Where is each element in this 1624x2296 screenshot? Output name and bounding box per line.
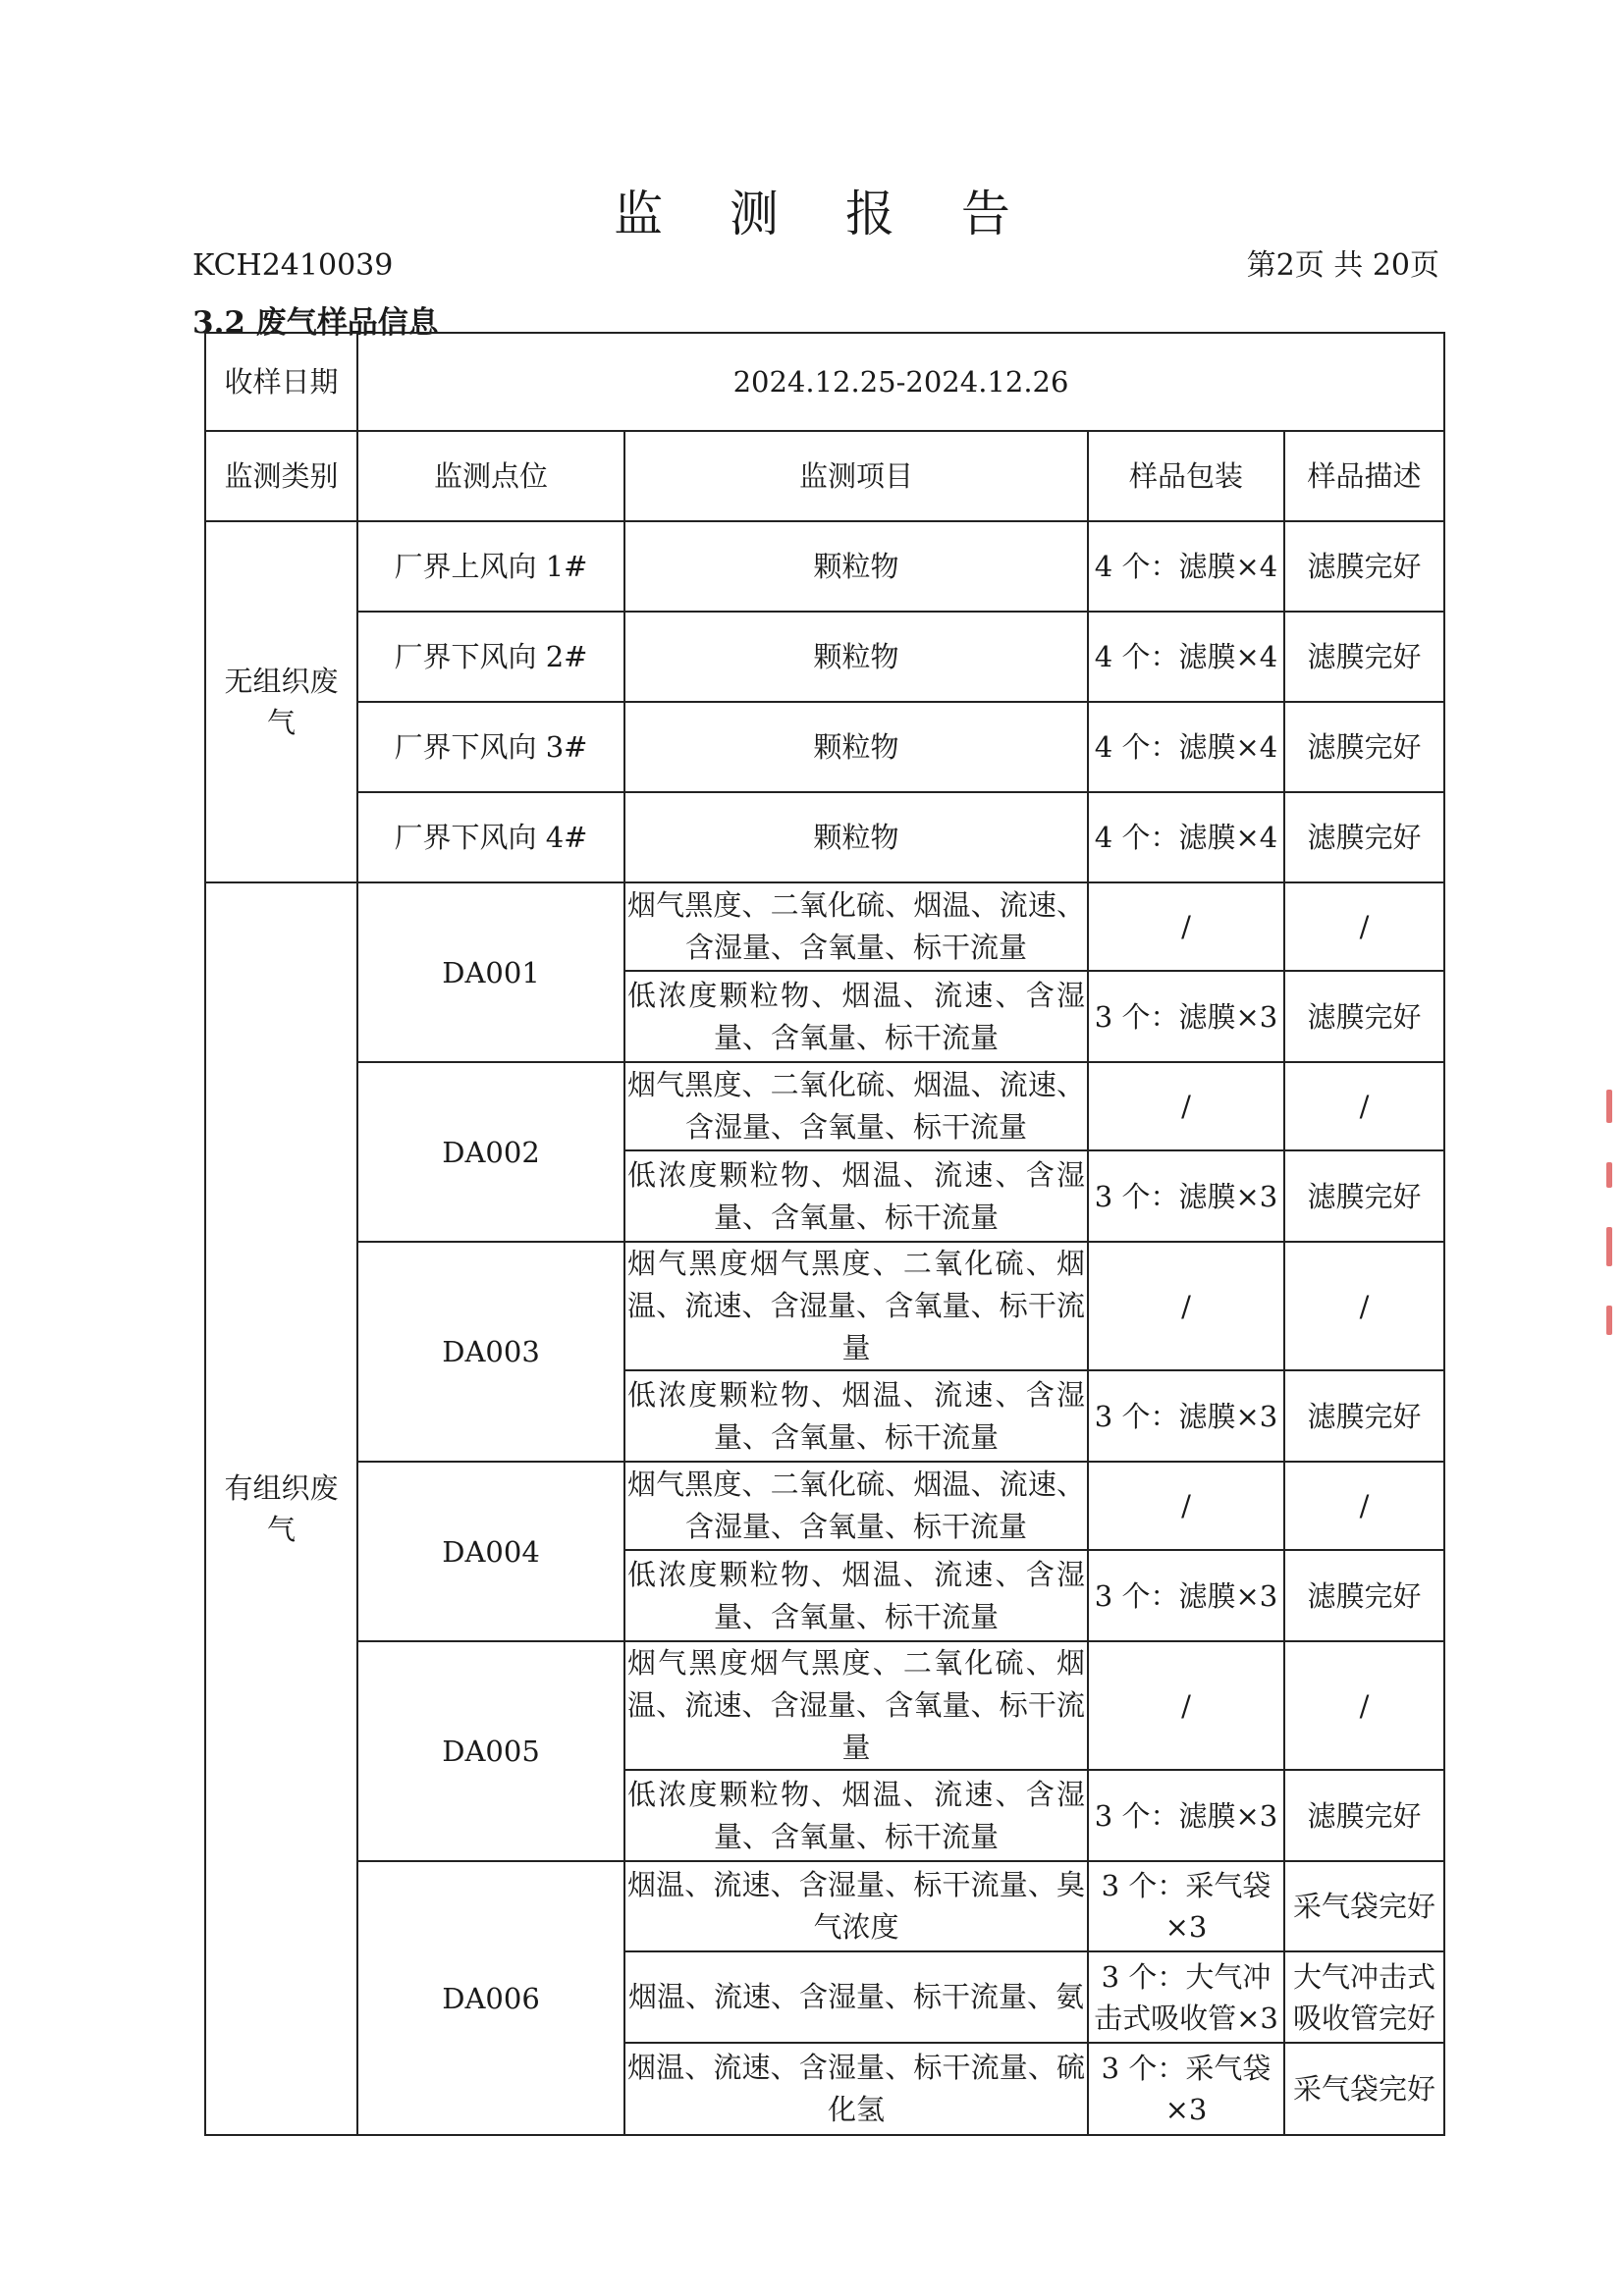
header-description: 样品描述 — [1284, 431, 1444, 521]
description-cell: 滤膜完好 — [1284, 521, 1444, 612]
category-cell: 有组织废气 — [205, 882, 357, 2135]
point-cell: DA004 — [357, 1462, 624, 1641]
description-cell: 滤膜完好 — [1284, 702, 1444, 792]
item-cell: 低浓度颗粒物、烟温、流速、含湿量、含氧量、标干流量 — [624, 1150, 1088, 1242]
description-cell: / — [1284, 882, 1444, 971]
packaging-cell: 3 个：大气冲击式吸收管×3 — [1088, 1951, 1284, 2043]
description-cell: 滤膜完好 — [1284, 971, 1444, 1062]
point-cell: DA005 — [357, 1641, 624, 1861]
point-cell: DA006 — [357, 1861, 624, 2135]
packaging-cell: / — [1088, 1641, 1284, 1770]
table-row — [205, 882, 1444, 971]
report-number: KCH2410039 — [192, 248, 394, 283]
description-cell: 滤膜完好 — [1284, 612, 1444, 702]
item-cell: 颗粒物 — [624, 612, 1088, 702]
category-cell: 无组织废气 — [205, 521, 357, 882]
table-row — [205, 792, 1444, 882]
packaging-cell: 3 个：滤膜×3 — [1088, 971, 1284, 1062]
description-cell: / — [1284, 1242, 1444, 1370]
packaging-cell: 4 个：滤膜×4 — [1088, 612, 1284, 702]
packaging-cell: 3 个：滤膜×3 — [1088, 1370, 1284, 1462]
point-cell: 厂界上风向 1# — [357, 521, 624, 612]
packaging-cell: 3 个：采气袋×3 — [1088, 2043, 1284, 2135]
description-cell: 大气冲击式吸收管完好 — [1284, 1951, 1444, 2043]
header-point: 监测点位 — [357, 431, 624, 521]
description-cell: / — [1284, 1062, 1444, 1150]
packaging-cell: / — [1088, 1242, 1284, 1370]
point-cell: DA002 — [357, 1062, 624, 1242]
section-title: 3.2 废气样品信息 — [192, 305, 439, 341]
item-cell: 低浓度颗粒物、烟温、流速、含湿量、含氧量、标干流量 — [624, 971, 1088, 1062]
table-row — [205, 702, 1444, 792]
item-cell: 低浓度颗粒物、烟温、流速、含湿量、含氧量、标干流量 — [624, 1370, 1088, 1462]
packaging-cell: / — [1088, 882, 1284, 971]
item-cell: 烟气黑度、二氧化硫、烟温、流速、含湿量、含氧量、标干流量 — [624, 882, 1088, 971]
item-cell: 颗粒物 — [624, 702, 1088, 792]
description-cell: 滤膜完好 — [1284, 792, 1444, 882]
table-row — [205, 1242, 1444, 1370]
page-indicator: 第2页 共 20页 — [1246, 248, 1439, 283]
date-value: 2024.12.25-2024.12.26 — [357, 333, 1444, 431]
header-row — [205, 431, 1444, 521]
description-cell: / — [1284, 1641, 1444, 1770]
sample-info-table — [204, 332, 1445, 2136]
point-cell: 厂界下风向 4# — [357, 792, 624, 882]
date-label: 收样日期 — [205, 333, 357, 431]
table-row — [205, 1462, 1444, 1550]
table-row — [205, 1861, 1444, 1951]
packaging-cell: / — [1088, 1462, 1284, 1550]
description-cell: 采气袋完好 — [1284, 1861, 1444, 1951]
description-cell: 采气袋完好 — [1284, 2043, 1444, 2135]
item-cell: 烟温、流速、含湿量、标干流量、臭气浓度 — [624, 1861, 1088, 1951]
item-cell: 低浓度颗粒物、烟温、流速、含湿量、含氧量、标干流量 — [624, 1550, 1088, 1641]
table-row — [205, 521, 1444, 612]
description-cell: 滤膜完好 — [1284, 1150, 1444, 1242]
item-cell: 烟温、流速、含湿量、标干流量、硫化氢 — [624, 2043, 1088, 2135]
point-cell: 厂界下风向 2# — [357, 612, 624, 702]
point-cell: 厂界下风向 3# — [357, 702, 624, 792]
packaging-cell: 3 个：采气袋×3 — [1088, 1861, 1284, 1951]
packaging-cell: 4 个：滤膜×4 — [1088, 521, 1284, 612]
packaging-cell: 4 个：滤膜×4 — [1088, 702, 1284, 792]
point-cell: DA003 — [357, 1242, 624, 1462]
page-title: 监 测 报 告 — [614, 186, 1036, 242]
item-cell: 烟气黑度烟气黑度、二氧化硫、烟温、流速、含湿量、含氧量、标干流量 — [624, 1242, 1088, 1370]
item-cell: 烟温、流速、含湿量、标干流量、氨 — [624, 1951, 1088, 2043]
header-category: 监测类别 — [205, 431, 357, 521]
table-row — [205, 1062, 1444, 1150]
seal-edge-mark — [1606, 1090, 1624, 1384]
item-cell: 低浓度颗粒物、烟温、流速、含湿量、含氧量、标干流量 — [624, 1770, 1088, 1861]
packaging-cell: / — [1088, 1062, 1284, 1150]
point-cell: DA001 — [357, 882, 624, 1062]
packaging-cell: 3 个：滤膜×3 — [1088, 1770, 1284, 1861]
header-item: 监测项目 — [624, 431, 1088, 521]
item-cell: 颗粒物 — [624, 792, 1088, 882]
item-cell: 烟气黑度烟气黑度、二氧化硫、烟温、流速、含湿量、含氧量、标干流量 — [624, 1641, 1088, 1770]
packaging-cell: 4 个：滤膜×4 — [1088, 792, 1284, 882]
table-row — [205, 1641, 1444, 1770]
table-row — [205, 612, 1444, 702]
header-packaging: 样品包装 — [1088, 431, 1284, 521]
date-row — [205, 333, 1444, 431]
item-cell: 颗粒物 — [624, 521, 1088, 612]
packaging-cell: 3 个：滤膜×3 — [1088, 1550, 1284, 1641]
description-cell: 滤膜完好 — [1284, 1770, 1444, 1861]
description-cell: 滤膜完好 — [1284, 1550, 1444, 1641]
item-cell: 烟气黑度、二氧化硫、烟温、流速、含湿量、含氧量、标干流量 — [624, 1062, 1088, 1150]
item-cell: 烟气黑度、二氧化硫、烟温、流速、含湿量、含氧量、标干流量 — [624, 1462, 1088, 1550]
packaging-cell: 3 个：滤膜×3 — [1088, 1150, 1284, 1242]
description-cell: / — [1284, 1462, 1444, 1550]
description-cell: 滤膜完好 — [1284, 1370, 1444, 1462]
